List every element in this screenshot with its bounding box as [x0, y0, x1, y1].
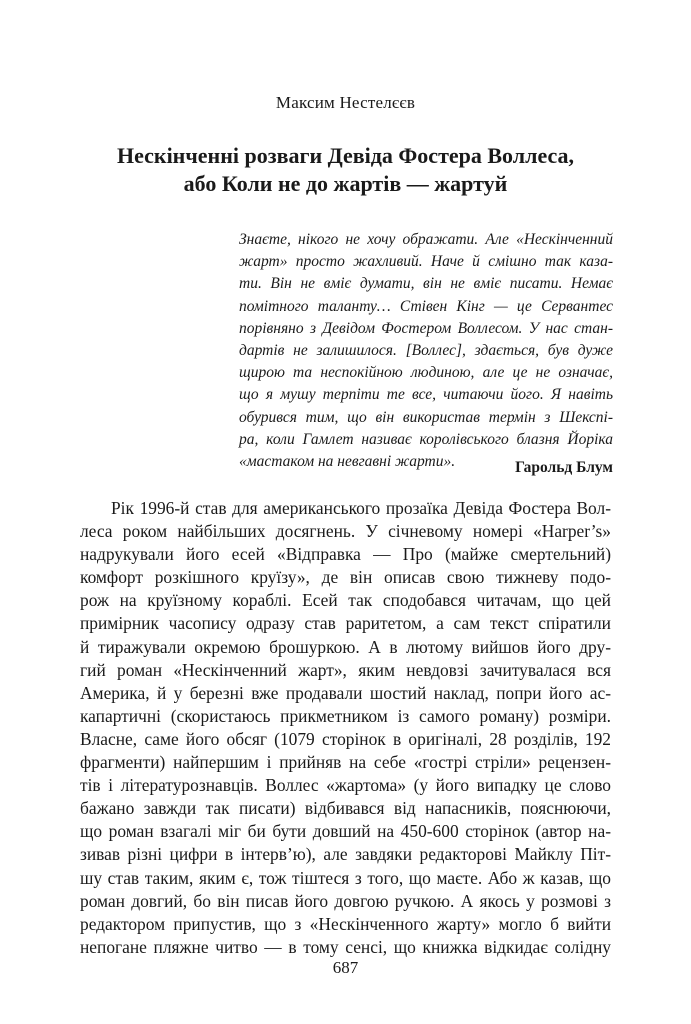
- body-line: редактором припустив, що з «Нескінченного жарту» могло б вийти: [80, 913, 611, 934]
- body-line: шу став таким, яким є, тож тіштеся з того, що маєте. Або ж казав, що: [80, 867, 611, 888]
- body-line: Америка, й у березні вже продавали шостий наклад, попри його ас-: [80, 682, 611, 703]
- body-line: що роман взагалі міг би бути довший на 450-600 сторінок (автор на-: [80, 821, 611, 842]
- body-line: капартичні (скористаюсь прикметником із самого роману) розміри.: [80, 705, 611, 726]
- epigraph-attribution: Гарольд Блум: [515, 459, 613, 476]
- body-line: комфорт розкішного круїзу», де він описав свою тижневу подо-: [80, 567, 611, 588]
- epigraph-line: щирою та неспокійною людиною, але це не означає,: [239, 364, 613, 382]
- body-line: надрукували його есей «Відправка — Про (майже смертельний): [80, 544, 611, 565]
- chapter-title: [60, 142, 631, 198]
- running-header-author: Максим Нестелєєв: [275, 93, 416, 112]
- body-line: зивав різні цифри в інтерв’ю), але завдяки редакторові Майклу Піт-: [80, 844, 611, 865]
- body-line: тів і літературознавців. Воллес «жартома» (у його випадку це слово: [80, 775, 611, 796]
- body-line: гий роман «Нескінченний жарт», яким невдовзі зачитувалася вся: [80, 659, 611, 680]
- body-line: й тиражували окремою брошуркою. А в лютому вийшов його дру-: [80, 636, 611, 657]
- body-line: рож на круїзному кораблі. Есей так сподобався читачам, що цей: [80, 590, 611, 611]
- body-line: бажано завжди так писати) відбивався від напасників, пояснюючи,: [80, 798, 611, 819]
- body-line: фрагменти) найпершим і прийняв на себе «гострі стріли» рецензен-: [80, 752, 611, 773]
- epigraph-line: Знаєте, нікого не хочу ображати. Але «Нескінченний: [239, 231, 613, 248]
- epigraph: [239, 229, 613, 473]
- page-number: 687: [332, 958, 359, 977]
- epigraph-line: дартів не залишилося. [Воллес], здається, був дуже: [239, 342, 613, 360]
- body-paragraph: [80, 497, 611, 959]
- epigraph-line: обурився тим, що він використав термін з Шекспі-: [239, 408, 613, 426]
- body-line: непогане пляжне читво — в тому сенсі, що книжка відкидає солідну: [80, 936, 611, 957]
- epigraph-line: ти. Він не вміє думати, він не вміє писати. Немає: [239, 275, 613, 293]
- body-line: леса роком найбільших досягнень. У січневому номері «Harper’s»: [80, 521, 611, 542]
- chapter-title-line-1: Нескінченні розваги Девіда Фостера Воллеса,: [116, 143, 575, 168]
- chapter-title-line-2: або Коли не до жартів — жартуй: [183, 171, 508, 196]
- body-line: роман довгий, бо він писав його довгою ручкою. А якось у розмові з: [80, 890, 611, 911]
- epigraph-line: порівняно з Девідом Фостером Воллесом. У нас стан-: [239, 319, 613, 337]
- epigraph-line: ра, коли Гамлет називає королівського блазня Йоріка: [239, 430, 613, 448]
- body-line: Рік 1996-й став для американського прозаїка Девіда Фостера Вол-: [111, 498, 611, 518]
- epigraph-line: що я мушу терпіти те все, читаючи його. Я навіть: [239, 386, 613, 404]
- epigraph-line: жарт» просто жахливий. Наче й смішно так каза-: [239, 253, 613, 271]
- body-line: примірник часопису одразу став раритетом, а сам текст спіратили: [80, 613, 611, 634]
- epigraph-line: «мастаком на невгавні жарти».: [239, 453, 456, 471]
- body-line: Власне, саме його обсяг (1079 сторінок в оригіналі, 28 розділів, 192: [80, 728, 611, 749]
- epigraph-line: помітного таланту… Стівен Кінг — це Сервантес: [239, 297, 613, 315]
